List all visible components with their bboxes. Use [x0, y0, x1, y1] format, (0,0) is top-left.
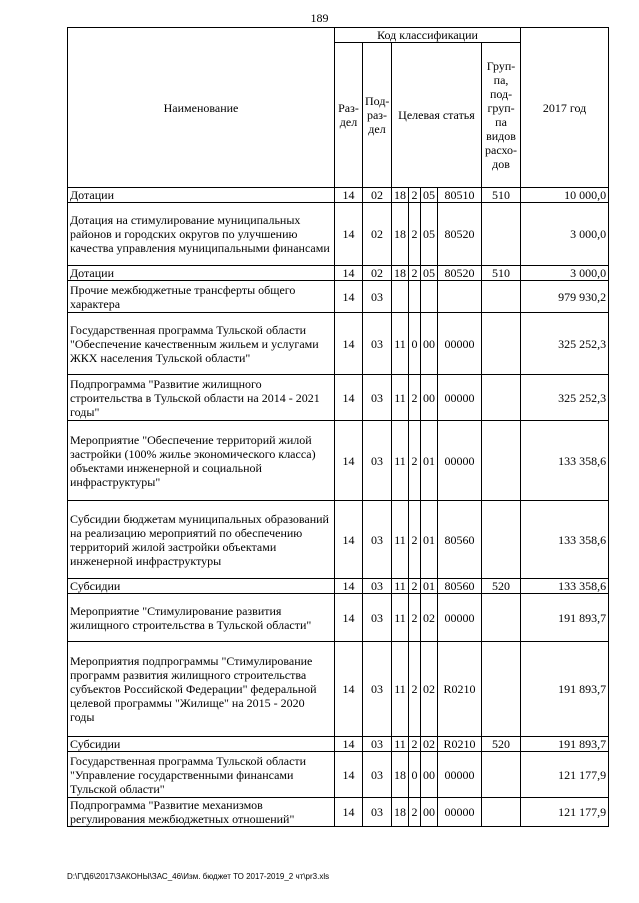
cell-cs2: 2	[409, 188, 421, 203]
cell-cs1: 11	[392, 501, 409, 579]
cell-cs1: 11	[392, 594, 409, 642]
cell-cs1: 11	[392, 421, 409, 501]
cell-name: Субсидии бюджетам муниципальных образований на реализацию мероприятий по обеспечению территорий жилой застройки объектами инженерной инфраструктуры	[68, 501, 335, 579]
header-name: Наименование	[68, 28, 335, 188]
cell-cs4: 80520	[438, 203, 482, 266]
cell-amount: 133 358,6	[521, 421, 609, 501]
cell-cs4: 80510	[438, 188, 482, 203]
cell-cs4: 00000	[438, 798, 482, 827]
table-row	[68, 798, 609, 827]
table-row	[68, 313, 609, 375]
cell-cs3: 05	[421, 188, 438, 203]
cell-podrazdel: 03	[363, 501, 392, 579]
cell-cs1	[392, 281, 409, 313]
table-row	[68, 375, 609, 421]
cell-amount: 979 930,2	[521, 281, 609, 313]
cell-cs4: 00000	[438, 313, 482, 375]
cell-cs3: 00	[421, 313, 438, 375]
budget-table	[67, 27, 609, 827]
cell-razdel: 14	[335, 375, 363, 421]
cell-cs4: 80560	[438, 501, 482, 579]
cell-vid: 520	[482, 579, 521, 594]
cell-cs1: 18	[392, 752, 409, 798]
cell-amount: 191 893,7	[521, 594, 609, 642]
table-row	[68, 188, 609, 203]
cell-cs4: 00000	[438, 752, 482, 798]
cell-cs3: 02	[421, 594, 438, 642]
cell-name: Мероприятие "Стимулирование развития жилищного строительства в Тульской области"	[68, 594, 335, 642]
cell-podrazdel: 03	[363, 737, 392, 752]
cell-cs2: 2	[409, 501, 421, 579]
cell-razdel: 14	[335, 501, 363, 579]
cell-vid	[482, 281, 521, 313]
table-row	[68, 642, 609, 737]
cell-amount: 10 000,0	[521, 188, 609, 203]
cell-podrazdel: 03	[363, 313, 392, 375]
cell-razdel: 14	[335, 188, 363, 203]
page-number: 189	[310, 11, 329, 25]
cell-cs4: 00000	[438, 421, 482, 501]
cell-cs3: 01	[421, 579, 438, 594]
cell-podrazdel: 03	[363, 281, 392, 313]
cell-cs2: 2	[409, 737, 421, 752]
header-subsection: Под- раз- дел	[363, 43, 392, 188]
cell-cs2: 0	[409, 752, 421, 798]
table-row	[68, 752, 609, 798]
cell-vid	[482, 798, 521, 827]
cell-cs2: 2	[409, 579, 421, 594]
table-row	[68, 501, 609, 579]
cell-name: Прочие межбюджетные трансферты общего характера	[68, 281, 335, 313]
cell-vid: 510	[482, 188, 521, 203]
cell-cs1: 11	[392, 375, 409, 421]
table-row	[68, 594, 609, 642]
cell-cs1: 18	[392, 203, 409, 266]
cell-podrazdel: 02	[363, 203, 392, 266]
cell-amount: 325 252,3	[521, 375, 609, 421]
cell-amount: 3 000,0	[521, 266, 609, 281]
cell-name: Дотации	[68, 188, 335, 203]
cell-podrazdel: 03	[363, 642, 392, 737]
cell-cs2: 2	[409, 642, 421, 737]
cell-cs4: 80560	[438, 579, 482, 594]
cell-razdel: 14	[335, 281, 363, 313]
cell-cs3: 00	[421, 798, 438, 827]
cell-cs1: 18	[392, 188, 409, 203]
cell-vid	[482, 203, 521, 266]
cell-podrazdel: 03	[363, 798, 392, 827]
table-row	[68, 281, 609, 313]
cell-cs4: 80520	[438, 266, 482, 281]
table-body	[68, 188, 609, 827]
cell-name: Подпрограмма "Развитие жилищного строительства в Тульской области на 2014 - 2021 годы"	[68, 375, 335, 421]
cell-vid	[482, 752, 521, 798]
cell-name: Дотации	[68, 266, 335, 281]
cell-cs2: 2	[409, 375, 421, 421]
cell-vid: 520	[482, 737, 521, 752]
cell-name: Субсидии	[68, 737, 335, 752]
cell-cs3: 00	[421, 752, 438, 798]
cell-cs2: 2	[409, 798, 421, 827]
cell-cs2: 2	[409, 594, 421, 642]
cell-name: Мероприятие "Обеспечение территорий жилой застройки (100% жилье экономического класса) объектами инженерной и социальной инфраструктуры"	[68, 421, 335, 501]
cell-podrazdel: 03	[363, 375, 392, 421]
cell-cs1: 11	[392, 642, 409, 737]
cell-amount: 121 177,9	[521, 752, 609, 798]
cell-name: Дотация на стимулирование муниципальных районов и городских округов по улучшению качества управления муниципальными финансами	[68, 203, 335, 266]
header-year: 2017 год	[521, 28, 609, 188]
cell-cs3: 02	[421, 737, 438, 752]
cell-vid	[482, 421, 521, 501]
cell-razdel: 14	[335, 737, 363, 752]
cell-cs2: 2	[409, 421, 421, 501]
cell-podrazdel: 03	[363, 594, 392, 642]
cell-cs4: R0210	[438, 642, 482, 737]
table-row	[68, 737, 609, 752]
cell-cs2: 0	[409, 313, 421, 375]
cell-amount: 133 358,6	[521, 579, 609, 594]
cell-amount: 325 252,3	[521, 313, 609, 375]
cell-razdel: 14	[335, 752, 363, 798]
cell-name: Государственная программа Тульской области "Обеспечение качественным жильем и услугами ЖКХ населения Тульской области"	[68, 313, 335, 375]
cell-cs1: 11	[392, 579, 409, 594]
table-row	[68, 266, 609, 281]
cell-cs4: 00000	[438, 375, 482, 421]
cell-cs3: 05	[421, 203, 438, 266]
cell-podrazdel: 03	[363, 752, 392, 798]
cell-cs1: 11	[392, 313, 409, 375]
cell-amount: 3 000,0	[521, 203, 609, 266]
cell-cs4: 00000	[438, 594, 482, 642]
cell-vid	[482, 501, 521, 579]
cell-cs3: 05	[421, 266, 438, 281]
cell-cs2: 2	[409, 203, 421, 266]
cell-cs2: 2	[409, 266, 421, 281]
header-row-1	[68, 28, 609, 43]
cell-razdel: 14	[335, 266, 363, 281]
cell-name: Подпрограмма "Развитие механизмов регулирования межбюджетных отношений"	[68, 798, 335, 827]
cell-amount: 133 358,6	[521, 501, 609, 579]
cell-razdel: 14	[335, 594, 363, 642]
header-target-article: Целевая статья	[392, 43, 482, 188]
cell-vid	[482, 594, 521, 642]
cell-cs3: 00	[421, 375, 438, 421]
cell-razdel: 14	[335, 313, 363, 375]
cell-cs3: 01	[421, 501, 438, 579]
cell-cs1: 18	[392, 798, 409, 827]
table-row	[68, 203, 609, 266]
cell-vid	[482, 375, 521, 421]
cell-razdel: 14	[335, 203, 363, 266]
cell-razdel: 14	[335, 421, 363, 501]
cell-vid: 510	[482, 266, 521, 281]
cell-podrazdel: 03	[363, 579, 392, 594]
cell-cs3: 01	[421, 421, 438, 501]
cell-cs1: 18	[392, 266, 409, 281]
cell-razdel: 14	[335, 579, 363, 594]
cell-podrazdel: 03	[363, 421, 392, 501]
cell-amount: 121 177,9	[521, 798, 609, 827]
cell-name: Государственная программа Тульской области "Управление государственными финансами Тульской области"	[68, 752, 335, 798]
cell-podrazdel: 02	[363, 266, 392, 281]
cell-vid	[482, 313, 521, 375]
cell-cs4: R0210	[438, 737, 482, 752]
header-expense-group: Груп- па, под- груп- па видов расхо- дов	[482, 43, 521, 188]
cell-name: Мероприятия подпрограммы "Стимулирование программ развития жилищного строительства субъектов Российской Федерации" федеральной целевой программы "Жилище" на 2015 - 2020 годы	[68, 642, 335, 737]
cell-razdel: 14	[335, 798, 363, 827]
cell-cs3: 02	[421, 642, 438, 737]
file-path-footer: D:\Г\Д6\2017\ЗАКОНЫ\ЗАС_46\Изм. бюджет ТО 2017-2019_2 чт\pr3.xls	[67, 872, 330, 881]
cell-name: Субсидии	[68, 579, 335, 594]
header-section: Раз- дел	[335, 43, 363, 188]
header-classification: Код классификации	[335, 28, 521, 43]
table-row	[68, 579, 609, 594]
cell-vid	[482, 642, 521, 737]
cell-razdel: 14	[335, 642, 363, 737]
cell-podrazdel: 02	[363, 188, 392, 203]
table-row	[68, 421, 609, 501]
cell-cs4	[438, 281, 482, 313]
cell-amount: 191 893,7	[521, 642, 609, 737]
cell-cs2	[409, 281, 421, 313]
cell-cs3	[421, 281, 438, 313]
cell-amount: 191 893,7	[521, 737, 609, 752]
cell-cs1: 11	[392, 737, 409, 752]
